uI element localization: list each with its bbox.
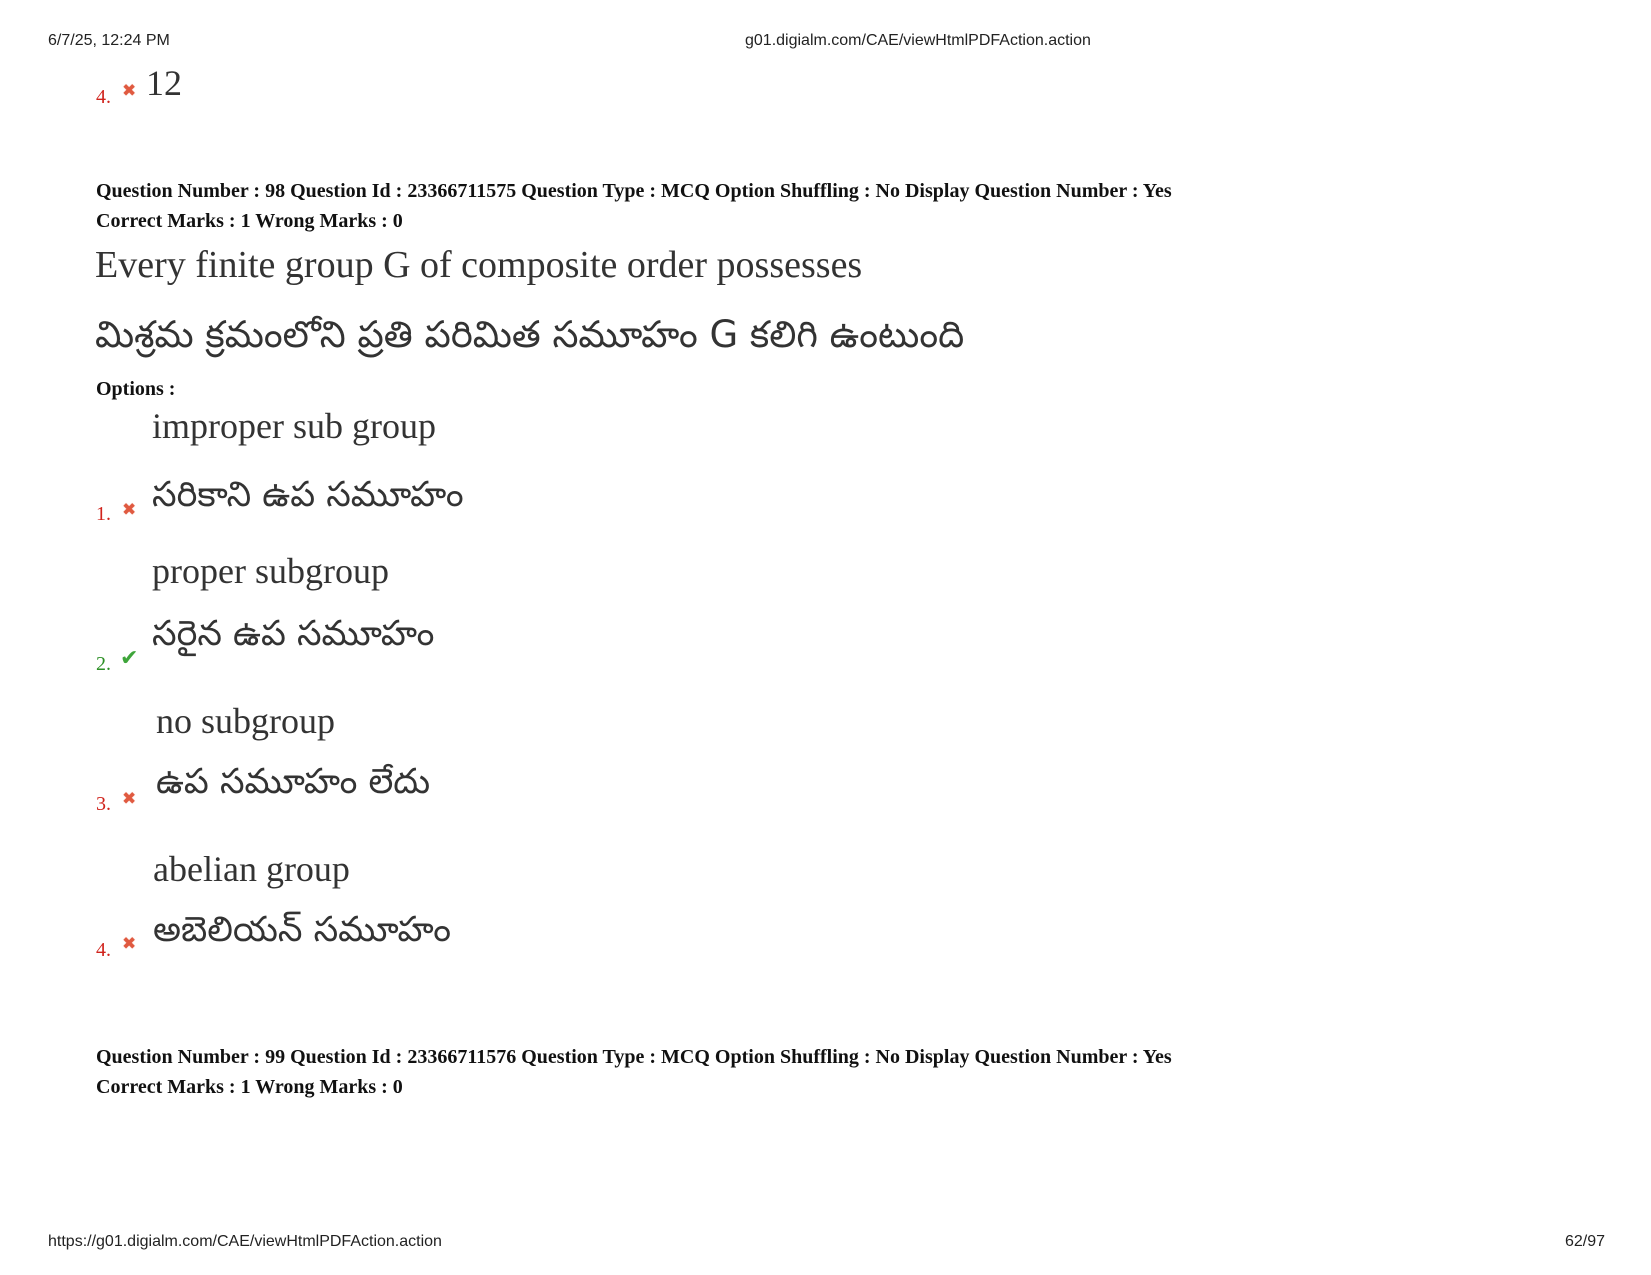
question-98-text-en: Every finite group G of composite order possesses [95,244,863,286]
option-2-text-te: సరైన ఉప సమూహం [152,614,435,654]
option-1-number: 1. [96,503,111,525]
question-98-meta-line1: Question Number : 98 Question Id : 23366711575 Question Type : MCQ Option Shuffling : No Display Question Number : Yes [96,180,1172,202]
page-number: 62/97 [1565,1233,1606,1250]
question-99-meta-line1: Question Number : 99 Question Id : 23366711576 Question Type : MCQ Option Shuffling : No Display Question Number : Yes [96,1046,1172,1068]
option-3-text-en: no subgroup [156,701,335,741]
option-2-number: 2. [96,653,111,675]
check-mark-icon: ✔ [120,646,139,671]
option-4-number: 4. [96,939,111,961]
print-datetime: 6/7/25, 12:24 PM [48,32,170,49]
question-98-meta-line2: Correct Marks : 1 Wrong Marks : 0 [96,210,403,232]
option-2-text-en: proper subgroup [152,551,389,591]
print-header-url: g01.digialm.com/CAE/viewHtmlPDFAction.action [745,32,1091,49]
question-98-text-te: మిశ్రమ క్రమంలోని ప్రతి పరిమిత సమూహం G కలిగి ఉంటుంది [95,313,965,356]
question-99-meta-line2: Correct Marks : 1 Wrong Marks : 0 [96,1076,403,1098]
print-footer-url: https://g01.digialm.com/CAE/viewHtmlPDFAction.action [48,1233,442,1250]
cross-mark-icon: ✖ [122,500,137,520]
cross-mark-icon: ✖ [122,934,137,954]
option-4-text-en: abelian group [153,849,350,889]
option-1-text-en: improper sub group [152,406,436,446]
option-3-number: 3. [96,793,111,815]
option-value: 12 [146,63,182,103]
cross-mark-icon: ✖ [122,81,137,101]
option-number: 4. [96,86,111,108]
cross-mark-icon: ✖ [122,789,137,809]
option-4-text-te: అబెలియన్ సమూహం [153,910,452,950]
option-1-text-te: సరికాని ఉప సమూహం [152,475,464,515]
option-3-text-te: ఉప సమూహం లేదు [156,762,431,802]
options-label: Options : [96,378,176,400]
